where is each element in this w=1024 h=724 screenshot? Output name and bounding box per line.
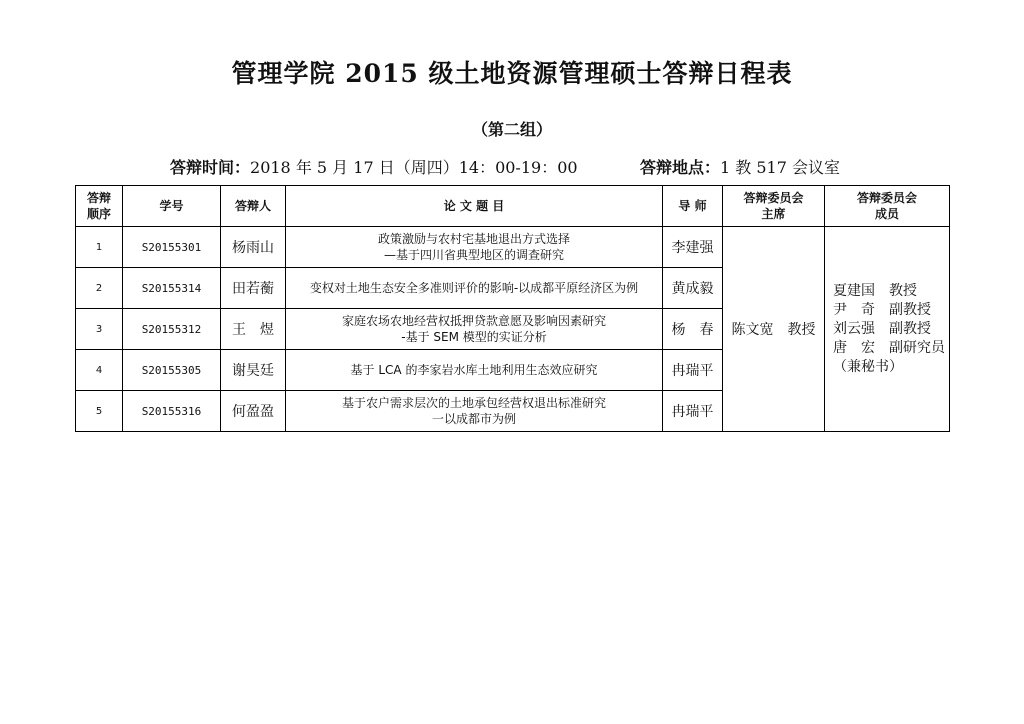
thesis-line: 变权对土地生态安全多准则评价的影响-以成都平原经济区为例 [309, 281, 639, 295]
row-thesis [286, 391, 663, 432]
defense-place-label: 答辩地点： [640, 158, 721, 177]
committee-member: （兼秘书） [833, 358, 903, 375]
thesis-line: 基于 LCA 的李家岩水库土地利用生态效应研究 [350, 363, 598, 377]
row-order: 3 [76, 309, 123, 350]
header-committee-chair: 答辩委员会 主席 [723, 186, 825, 227]
row-advisor: 黄成毅 [663, 268, 723, 309]
defense-place-value: 1 教 517 会议室 [720, 158, 840, 177]
schedule-table [75, 185, 950, 432]
committee-chair: 陈文宽 教授 [723, 227, 825, 432]
defense-time-label: 答辩时间： [170, 158, 251, 177]
committee-member: 刘云强 副教授 [833, 320, 931, 337]
committee-member: 唐 宏 副研究员 [833, 339, 945, 356]
row-student-id: S20155301 [123, 227, 221, 268]
thesis-line: 基于农户需求层次的土地承包经营权退出标准研究 [341, 396, 606, 410]
thesis-line: 政策激励与农村宅基地退出方式选择 [377, 232, 570, 246]
document-title: 管理学院 2015 级土地资源管理硕士答辩日程表 [231, 59, 793, 88]
row-order: 1 [76, 227, 123, 268]
row-candidate: 杨雨山 [221, 227, 286, 268]
thesis-line: —基于四川省典型地区的调查研究 [383, 248, 564, 262]
header-advisor: 导 师 [663, 186, 723, 227]
header-order: 答辩 顺序 [76, 186, 123, 227]
table-row [76, 227, 950, 268]
defense-time [170, 155, 578, 178]
row-advisor: 李建强 [663, 227, 723, 268]
thesis-line: 一以成都市为例 [431, 412, 516, 426]
row-order: 4 [76, 350, 123, 391]
row-student-id: S20155316 [123, 391, 221, 432]
committee-member: 尹 奇 副教授 [833, 301, 931, 318]
row-order: 2 [76, 268, 123, 309]
row-candidate: 谢昊廷 [221, 350, 286, 391]
table-header-row [76, 186, 950, 227]
header-committee-members: 答辩委员会 成员 [825, 186, 950, 227]
row-advisor: 杨 春 [663, 309, 723, 350]
row-advisor: 冉瑞平 [663, 391, 723, 432]
committee-member: 夏建国 教授 [833, 282, 917, 299]
row-advisor: 冉瑞平 [663, 350, 723, 391]
row-thesis [286, 227, 663, 268]
thesis-line: 家庭农场农地经营权抵押贷款意愿及影响因素研究 [341, 314, 606, 328]
row-order: 5 [76, 391, 123, 432]
row-thesis [286, 309, 663, 350]
header-candidate: 答辩人 [221, 186, 286, 227]
row-thesis [286, 268, 663, 309]
row-candidate: 田若蘅 [221, 268, 286, 309]
thesis-line: -基于 SEM 模型的实证分析 [401, 330, 547, 344]
row-candidate: 何盈盈 [221, 391, 286, 432]
header-thesis-title: 论 文 题 目 [286, 186, 663, 227]
group-subtitle: （第二组） [471, 120, 552, 139]
row-student-id: S20155312 [123, 309, 221, 350]
defense-place [640, 155, 840, 178]
header-student-id: 学号 [123, 186, 221, 227]
row-thesis [286, 350, 663, 391]
row-student-id: S20155314 [123, 268, 221, 309]
row-student-id: S20155305 [123, 350, 221, 391]
defense-time-value: 2018 年 5 月 17 日（周四）14：00-19：00 [250, 158, 578, 177]
committee-members [825, 227, 950, 432]
row-candidate: 王 煜 [221, 309, 286, 350]
